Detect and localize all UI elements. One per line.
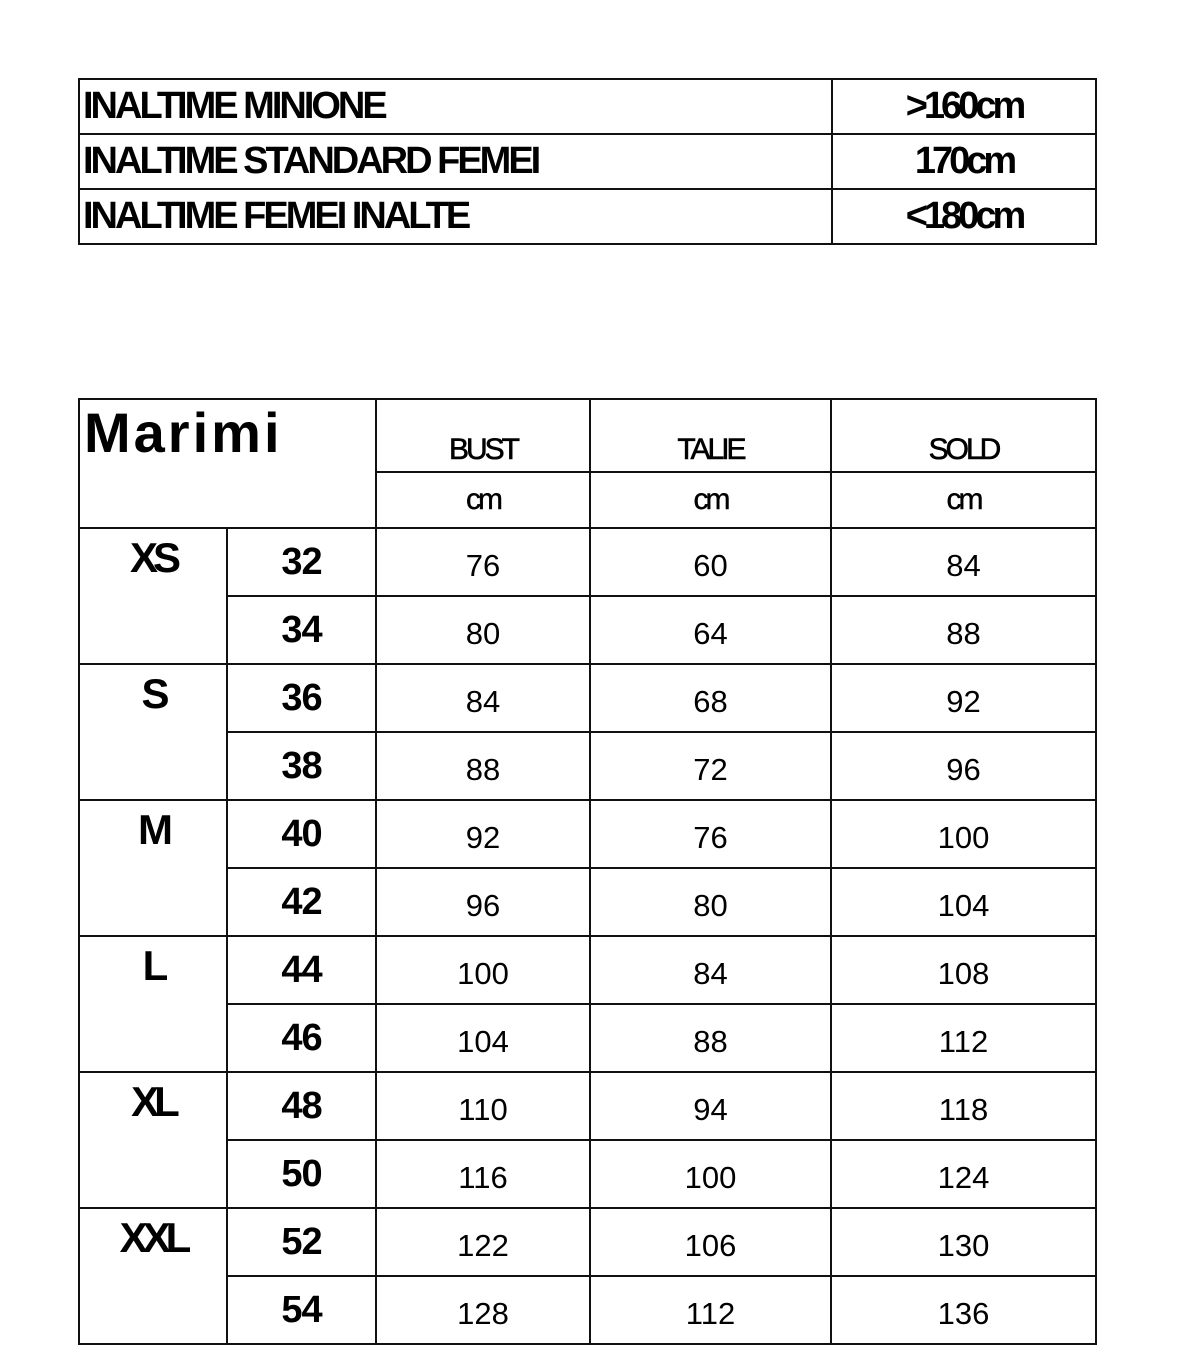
size-row xyxy=(79,868,1096,936)
size-row xyxy=(79,1072,1096,1140)
bust-value: 122 xyxy=(376,1208,590,1276)
sold-value: 112 xyxy=(831,1004,1096,1072)
bust-value: 128 xyxy=(376,1276,590,1344)
column-header-bust: BUST xyxy=(376,399,590,472)
height-row xyxy=(79,79,1096,134)
talie-value: 60 xyxy=(590,528,831,596)
talie-value: 88 xyxy=(590,1004,831,1072)
size-row xyxy=(79,800,1096,868)
talie-value: 76 xyxy=(590,800,831,868)
height-value: >160cm xyxy=(832,79,1096,134)
size-letter: XXL xyxy=(79,1208,227,1344)
size-row xyxy=(79,732,1096,800)
eu-size: 32 xyxy=(227,528,376,596)
sold-value: 124 xyxy=(831,1140,1096,1208)
column-header-sold: SOLD xyxy=(831,399,1096,472)
size-row xyxy=(79,936,1096,1004)
talie-value: 68 xyxy=(590,664,831,732)
talie-value: 84 xyxy=(590,936,831,1004)
eu-size: 34 xyxy=(227,596,376,664)
size-row xyxy=(79,1276,1096,1344)
sold-value: 136 xyxy=(831,1276,1096,1344)
height-row xyxy=(79,189,1096,244)
bust-value: 84 xyxy=(376,664,590,732)
eu-size: 48 xyxy=(227,1072,376,1140)
unit-talie: cm xyxy=(590,472,831,528)
sold-value: 92 xyxy=(831,664,1096,732)
size-letter: S xyxy=(79,664,227,800)
size-table-title: Marimi xyxy=(79,399,376,528)
bust-value: 76 xyxy=(376,528,590,596)
size-letter: M xyxy=(79,800,227,936)
size-header-row xyxy=(79,399,1096,472)
eu-size: 38 xyxy=(227,732,376,800)
height-row xyxy=(79,134,1096,189)
eu-size: 40 xyxy=(227,800,376,868)
height-label: INALTIME STANDARD FEMEI xyxy=(79,134,832,189)
sold-value: 130 xyxy=(831,1208,1096,1276)
eu-size: 46 xyxy=(227,1004,376,1072)
bust-value: 110 xyxy=(376,1072,590,1140)
talie-value: 80 xyxy=(590,868,831,936)
size-letter: XS xyxy=(79,528,227,664)
talie-value: 94 xyxy=(590,1072,831,1140)
bust-value: 92 xyxy=(376,800,590,868)
eu-size: 42 xyxy=(227,868,376,936)
unit-sold: cm xyxy=(831,472,1096,528)
bust-value: 116 xyxy=(376,1140,590,1208)
sold-value: 108 xyxy=(831,936,1096,1004)
eu-size: 50 xyxy=(227,1140,376,1208)
talie-value: 112 xyxy=(590,1276,831,1344)
unit-bust: cm xyxy=(376,472,590,528)
talie-value: 72 xyxy=(590,732,831,800)
size-chart-table xyxy=(78,398,1097,1345)
bust-value: 104 xyxy=(376,1004,590,1072)
eu-size: 52 xyxy=(227,1208,376,1276)
sold-value: 84 xyxy=(831,528,1096,596)
talie-value: 100 xyxy=(590,1140,831,1208)
sold-value: 100 xyxy=(831,800,1096,868)
bust-value: 80 xyxy=(376,596,590,664)
sold-value: 118 xyxy=(831,1072,1096,1140)
eu-size: 36 xyxy=(227,664,376,732)
eu-size: 54 xyxy=(227,1276,376,1344)
sold-value: 88 xyxy=(831,596,1096,664)
height-label: INALTIME MINIONE xyxy=(79,79,832,134)
bust-value: 96 xyxy=(376,868,590,936)
size-row xyxy=(79,1004,1096,1072)
size-row xyxy=(79,528,1096,596)
size-row xyxy=(79,1140,1096,1208)
talie-value: 106 xyxy=(590,1208,831,1276)
bust-value: 88 xyxy=(376,732,590,800)
size-row xyxy=(79,664,1096,732)
talie-value: 64 xyxy=(590,596,831,664)
size-letter: XL xyxy=(79,1072,227,1208)
height-label: INALTIME FEMEI INALTE xyxy=(79,189,832,244)
eu-size: 44 xyxy=(227,936,376,1004)
size-letter: L xyxy=(79,936,227,1072)
column-header-talie: TALIE xyxy=(590,399,831,472)
bust-value: 100 xyxy=(376,936,590,1004)
height-value: 170cm xyxy=(832,134,1096,189)
sold-value: 96 xyxy=(831,732,1096,800)
size-row xyxy=(79,596,1096,664)
height-table xyxy=(78,78,1097,245)
height-value: <180cm xyxy=(832,189,1096,244)
sold-value: 104 xyxy=(831,868,1096,936)
size-row xyxy=(79,1208,1096,1276)
